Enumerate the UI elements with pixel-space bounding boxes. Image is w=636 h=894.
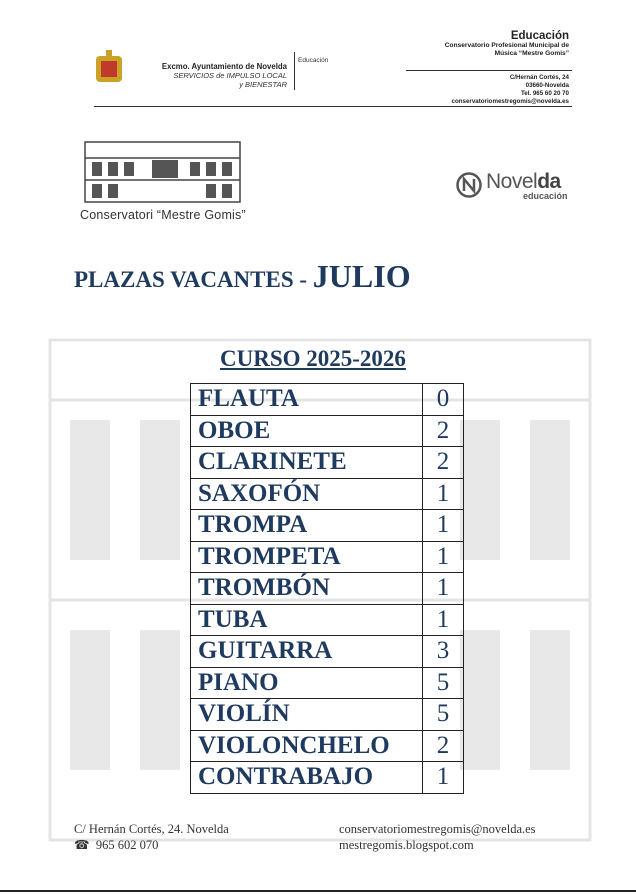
table-row — [191, 478, 464, 510]
vacancies-cell: 1 — [423, 573, 464, 605]
table-row — [191, 604, 464, 636]
novelda-crest-icon — [94, 50, 124, 86]
ayuntamiento-name: Excmo. Ayuntamiento de Novelda — [161, 62, 287, 71]
header-right-rule — [406, 70, 572, 71]
conservatorio-header — [445, 30, 569, 58]
header-divider — [294, 52, 295, 90]
footer-address: C/ Hernán Cortés, 24. Novelda — [74, 822, 229, 836]
instrument-cell: FLAUTA — [191, 384, 423, 416]
instrument-cell: TROMPA — [191, 510, 423, 542]
telephone-icon: ☎ — [74, 838, 90, 852]
instrument-cell: TROMPETA — [191, 541, 423, 573]
footer-left — [74, 821, 229, 853]
header-right-sub2: Música “Mestre Gomis” — [494, 50, 569, 57]
table-row — [191, 730, 464, 762]
vacancies-cell: 0 — [423, 384, 464, 416]
postal-line: 03660-Novelda — [525, 82, 569, 89]
table-row — [191, 573, 464, 605]
title-part1: PLAZAS VACANTES - — [74, 267, 313, 292]
header-right-sub1: Conservatorio Profesional Municipal de — [444, 42, 569, 49]
footer-phone: 965 602 070 — [95, 838, 159, 852]
instrument-cell: VIOLONCHELO — [191, 730, 423, 762]
vacancies-cell: 1 — [423, 762, 464, 794]
conservatori-name: Conservatori “Mestre Gomis” — [80, 208, 246, 222]
vacancies-cell: 3 — [423, 636, 464, 668]
vacancies-cell: 1 — [423, 541, 464, 573]
vacancies-cell: 2 — [423, 730, 464, 762]
instrument-cell: PIANO — [191, 667, 423, 699]
servicios-line2: y BIENESTAR — [239, 80, 287, 89]
footer-phone-line — [74, 837, 229, 853]
instrument-cell: SAXOFÓN — [191, 478, 423, 510]
instrument-cell: OBOE — [191, 415, 423, 447]
vacancies-cell: 1 — [423, 604, 464, 636]
vacancies-cell: 2 — [423, 415, 464, 447]
table-row — [191, 415, 464, 447]
footer-right — [339, 821, 536, 853]
vacancies-cell: 1 — [423, 478, 464, 510]
page-title — [74, 258, 411, 295]
table-row — [191, 699, 464, 731]
novelda-text-a: Novel — [486, 170, 538, 193]
table-row — [191, 510, 464, 542]
header-rule — [94, 106, 572, 107]
vacancies-cell: 2 — [423, 447, 464, 479]
instrument-cell: VIOLÍN — [191, 699, 423, 731]
table-row — [191, 447, 464, 479]
ayuntamiento-text — [147, 62, 287, 89]
vacancies-cell: 5 — [423, 667, 464, 699]
table-row — [191, 636, 464, 668]
header-address — [452, 74, 569, 106]
instrument-cell: CLARINETE — [191, 447, 423, 479]
curso-heading: CURSO 2025-2026 — [220, 346, 406, 371]
instrument-cell: GUITARRA — [191, 636, 423, 668]
vacancies-cell: 5 — [423, 699, 464, 731]
novelda-sub: educación — [523, 191, 568, 201]
bottom-border — [0, 890, 636, 892]
dept-small-label: Educación — [298, 57, 329, 64]
address-line: C/Hernán Cortés, 24 — [509, 74, 569, 81]
table-row — [191, 667, 464, 699]
instrument-cell: TUBA — [191, 604, 423, 636]
tel-line: Tel. 965 60 20 70 — [520, 90, 569, 97]
table-row — [191, 384, 464, 416]
instrument-cell: CONTRABAJO — [191, 762, 423, 794]
table-row — [191, 762, 464, 794]
footer-email[interactable]: conservatoriomestregomis@novelda.es — [339, 822, 536, 836]
novelda-text-b: da — [537, 170, 561, 193]
footer-blog[interactable]: mestregomis.blogspot.com — [339, 838, 474, 852]
instrument-cell: TROMBÓN — [191, 573, 423, 605]
header-right-title: Educación — [510, 30, 569, 42]
table-row — [191, 541, 464, 573]
plazas-table — [190, 383, 464, 794]
title-part2: JULIO — [312, 258, 411, 294]
vacancies-cell: 1 — [423, 510, 464, 542]
servicios-line1: SERVICIOS de IMPULSO LOCAL — [173, 71, 287, 80]
novelda-n-icon — [456, 172, 482, 198]
email-line[interactable]: conservatoriomestregomis@novelda.es — [451, 98, 569, 105]
